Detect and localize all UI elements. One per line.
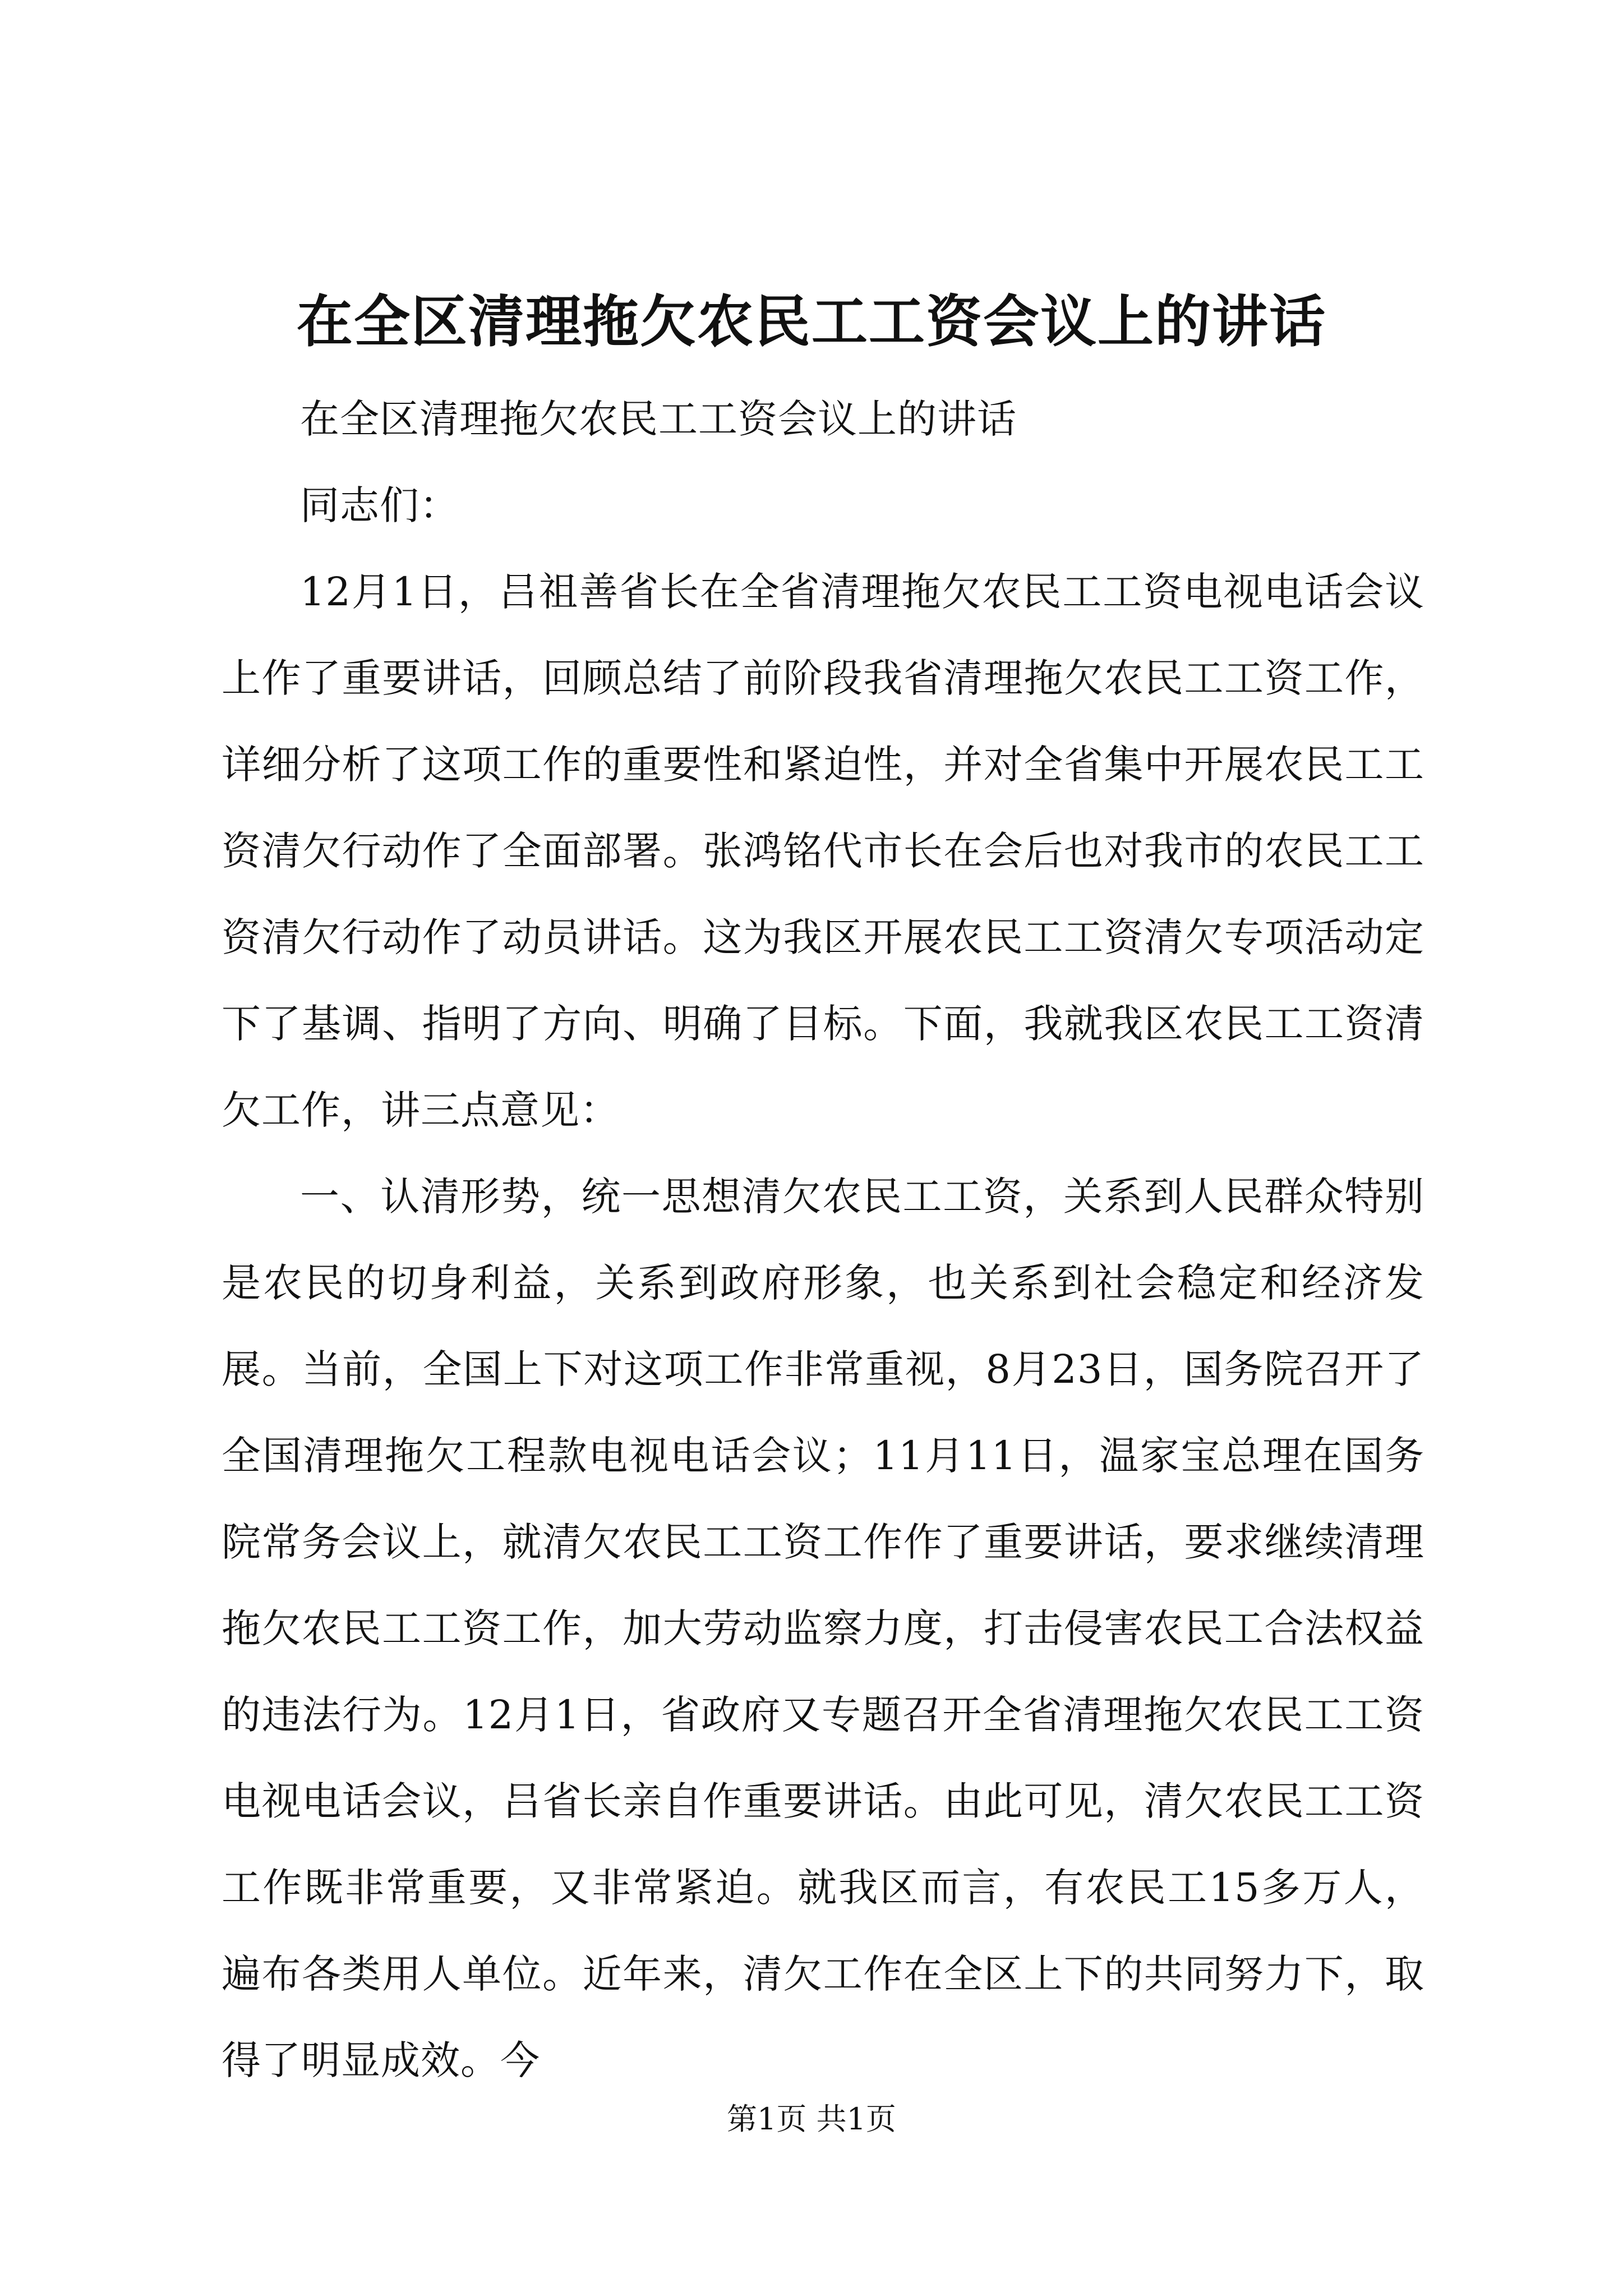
subtitle-paragraph: 在全区清理拖欠农民工工资会议上的讲话 [300, 396, 1017, 442]
document-title: 在全区清理拖欠农民工工资会议上的讲话 [297, 288, 1326, 355]
body-paragraph: 12月1日，吕祖善省长在全省清理拖欠农民工工资电视电话会议上作了重要讲话，回顾总结了前阶段我省清理拖欠农民工工资工作，详细分析了这项工作的重要性和紧迫性，并对全省集中开展农民工工资清欠行动作了全面部署。张鸿铭代市长在会后也对我市的农民工工资清欠行动作了动员讲话。这为我区开展农民工工资清欠专项活动定下了基调、指明了方向、明确了目标。下面，我就我区农民工工资清欠工作，讲三点意见： [222, 569, 1424, 1133]
document-body [222, 376, 1424, 2104]
salutation-paragraph: 同志们： [300, 482, 459, 528]
body-paragraph: 一、认清形势，统一思想清欠农民工工资，关系到人民群众特别是农民的切身利益，关系到政府形象，也关系到社会稳定和经济发展。当前，全国上下对这项工作非常重视，8月23日，国务院召开了全国清理拖欠工程款电视电话会议；11月11日，温家宝总理在国务院常务会议上，就清欠农民工工资工作作了重要讲话，要求继续清理拖欠农民工工资工作，加大劳动监察力度，打击侵害农民工合法权益的违法行为。12月1日，省政府又专题召开全省清理拖欠农民工工资电视电话会议，吕省长亲自作重要讲话。由此可见，清欠农民工工资工作既非常重要，又非常紧迫。就我区而言，有农民工15多万人，遍布各类用人单位。近年来，清欠工作在全区上下的共同努力下，取得了明显成效。今 [222, 1174, 1424, 2083]
page-number-footer: 第1页 共1页 [727, 2101, 896, 2137]
